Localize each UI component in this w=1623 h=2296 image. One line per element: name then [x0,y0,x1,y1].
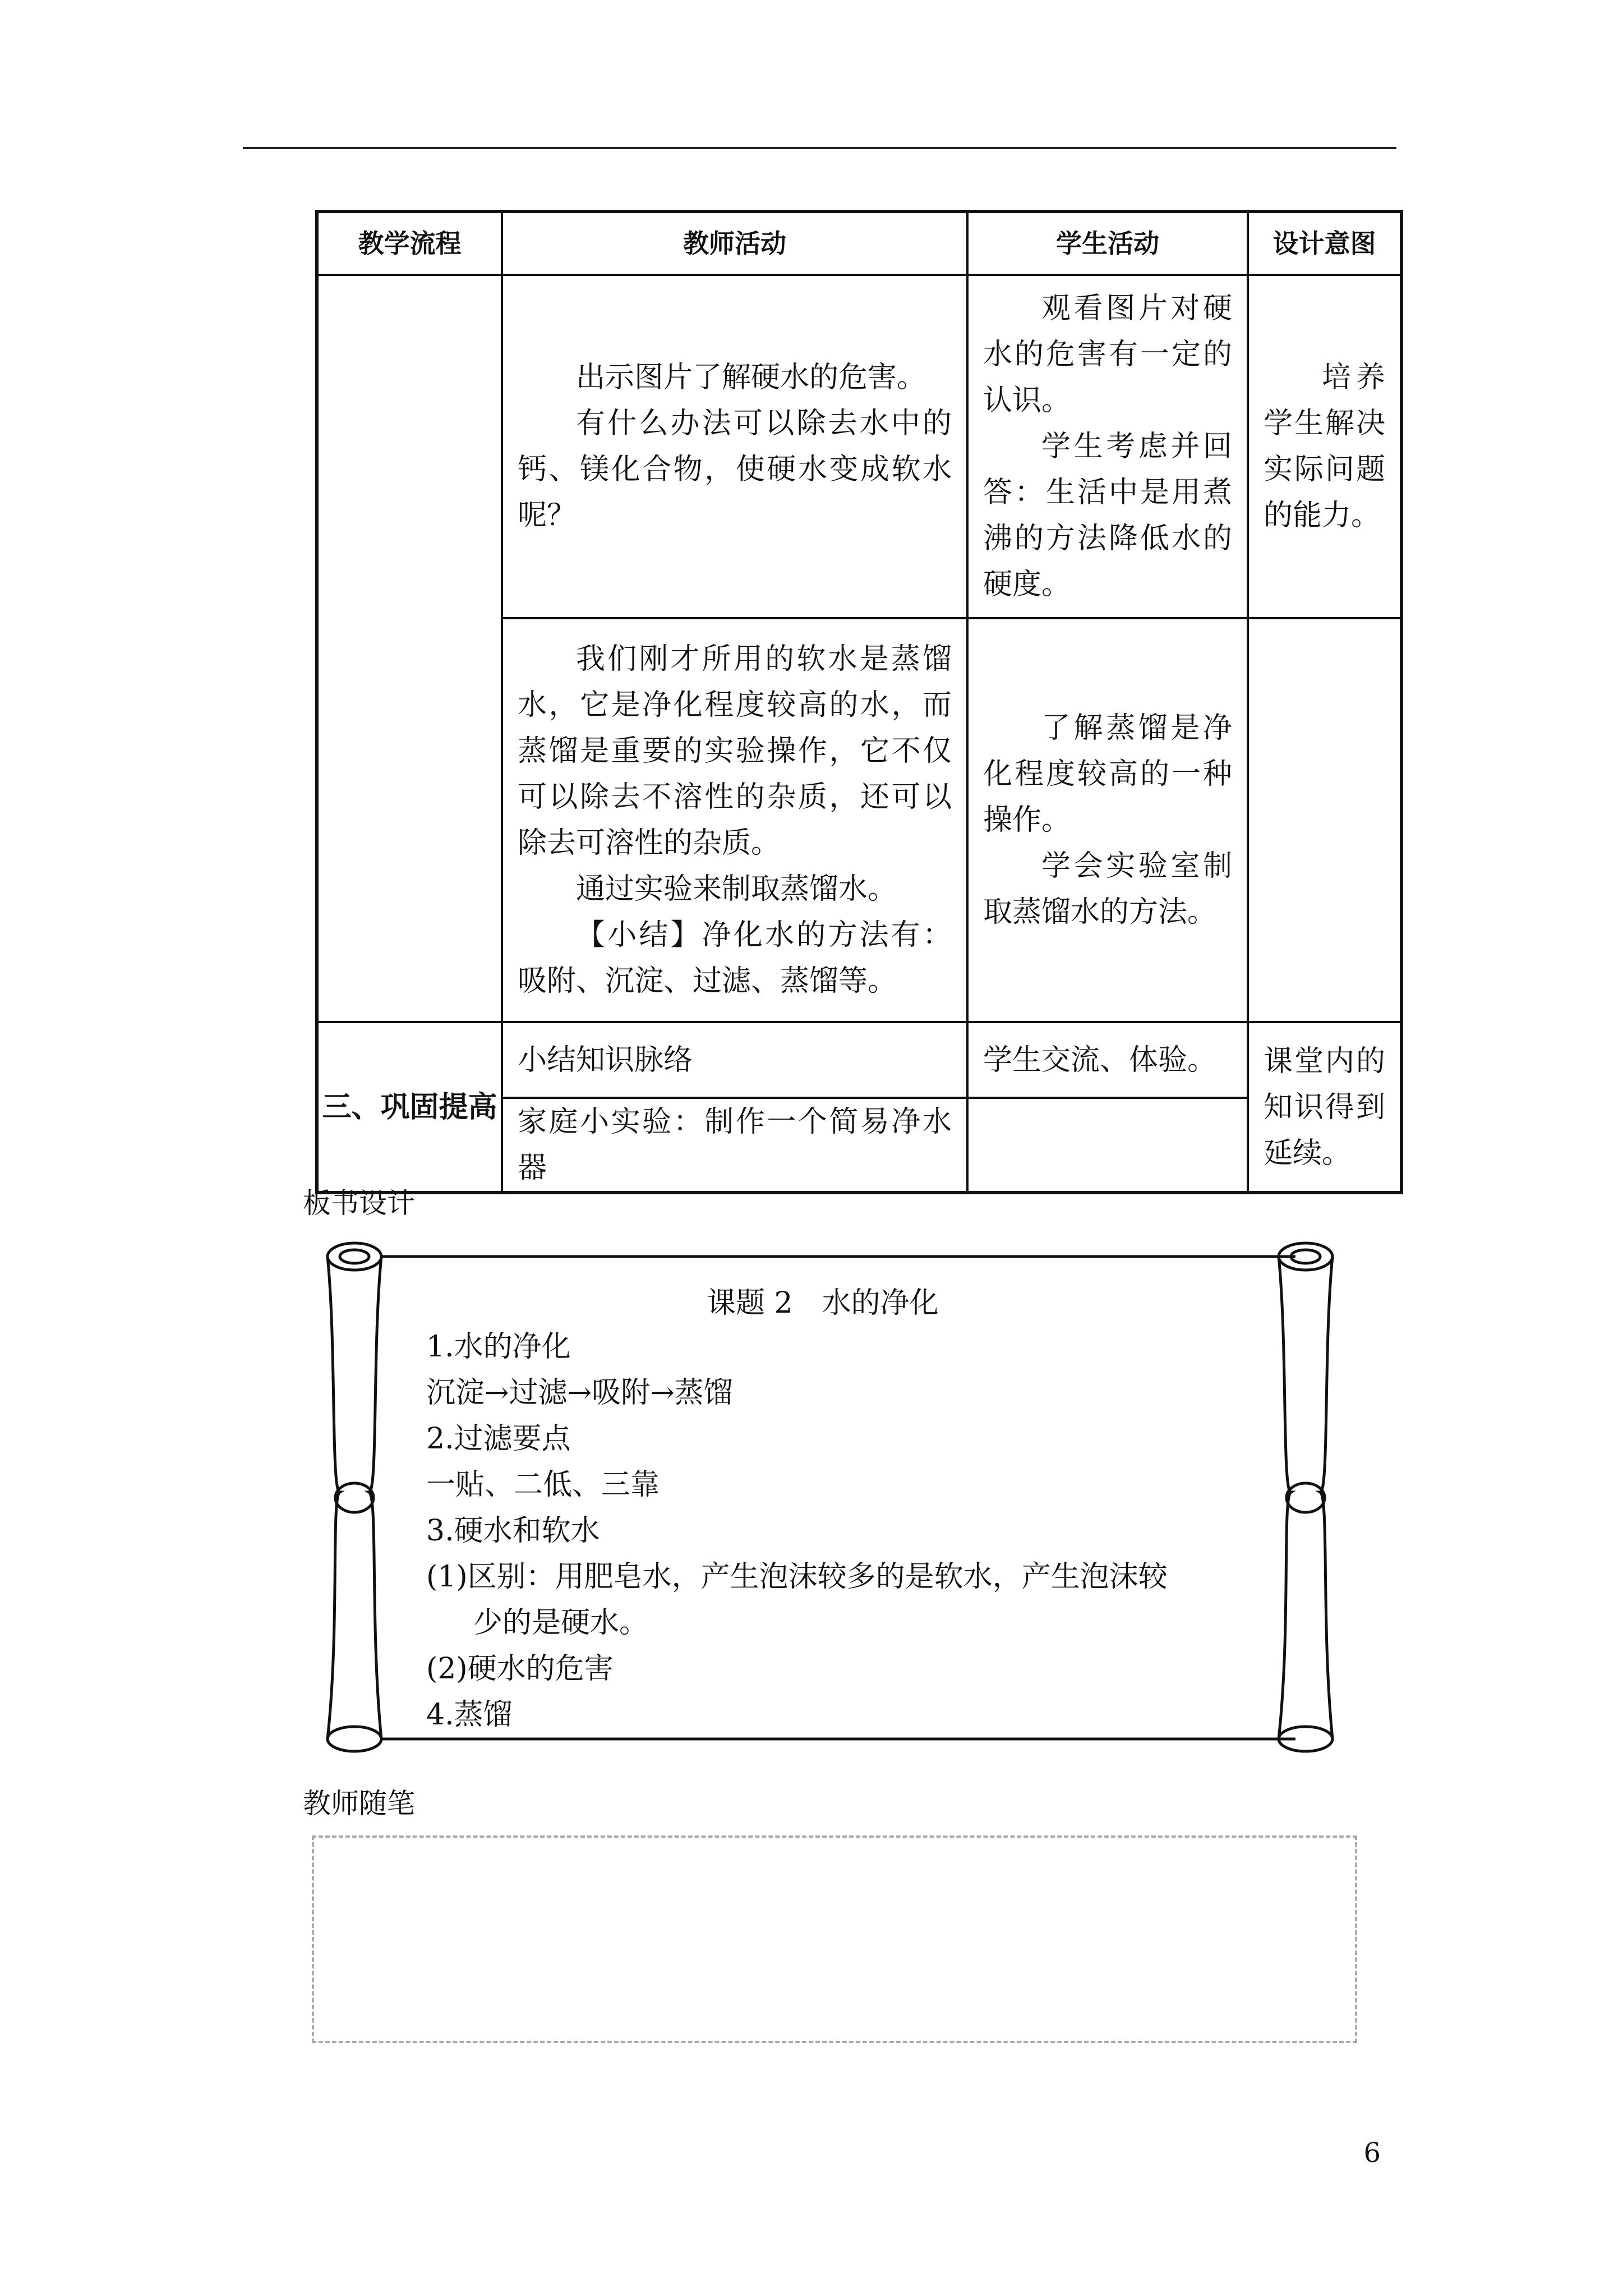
header-student: 学生活动 [967,211,1248,275]
teacher-activity-cell: 小结知识脉络 [502,1022,967,1098]
page-number: 6 [1363,2137,1381,2169]
teacher-activity-cell: 出示图片了解硬水的危害。 有什么办法可以除去水中的钙、镁化合物，使硬水变成软水呢？ [502,275,967,618]
lesson-table [315,210,1403,1194]
board-title: 课题 2 水的净化 [707,1286,939,1320]
student-activity-cell: 观看图片对硬水的危害有一定的认识。 学生考虑并回答：生活中是用煮沸的方法降低水的硬度。 [967,275,1248,618]
header-process: 教学流程 [317,211,502,275]
board-line: 4.蒸馏 [426,1698,513,1732]
table-row [317,1022,1401,1098]
board-line: 3.硬水和软水 [426,1514,600,1548]
stage-cell: 三、巩固提高 [317,1022,502,1193]
board-content [426,1324,1168,1738]
student-activity-cell [967,1098,1248,1193]
board-line: 2.过滤要点 [426,1422,571,1456]
student-activity-cell: 学生交流、体验。 [967,1022,1248,1098]
table-row [317,275,1401,618]
board-line: 一贴、二低、三靠 [426,1468,660,1502]
teacher-activity-cell: 家庭小实验：制作一个简易净水器 [502,1098,967,1193]
design-intent-cell [1248,618,1401,1022]
board-line: 沉淀→过滤→吸附→蒸馏 [426,1376,733,1410]
teacher-activity-cell: 我们刚才所用的软水是蒸馏水，它是净化程度较高的水，而蒸馏是重要的实验操作，它不仅可以除去不溶性的杂质，还可以除去可溶性的杂质。 通过实验来制取蒸馏水。 【小结】净化水的方法有：吸附、沉淀、过滤、蒸馏等。 [502,618,967,1022]
student-activity-cell: 了解蒸馏是净化程度较高的一种操作。 学会实验室制取蒸馏水的方法。 [967,618,1248,1022]
board-design-label: 板书设计 [303,1187,415,1220]
design-intent-cell: 课堂内的知识得到延续。 [1248,1022,1401,1193]
board-line: 1.水的净化 [426,1330,571,1364]
header-intent: 设计意图 [1248,211,1401,275]
board-line: 少的是硬水。 [473,1606,649,1640]
header-teacher: 教师活动 [502,211,967,275]
header-rule [243,147,1396,149]
board-line: (1)区别：用肥皂水，产生泡沫较多的是软水，产生泡沫较 [426,1560,1168,1594]
teacher-notes-box[interactable] [312,1835,1357,2043]
design-intent-cell: 培养学生解决实际问题的能力。 [1248,275,1401,618]
table-header-row [317,211,1401,275]
board-line: (2)硬水的危害 [426,1652,614,1686]
stage-cell-empty [317,275,502,1022]
teacher-notes-label: 教师随笔 [303,1787,415,1820]
